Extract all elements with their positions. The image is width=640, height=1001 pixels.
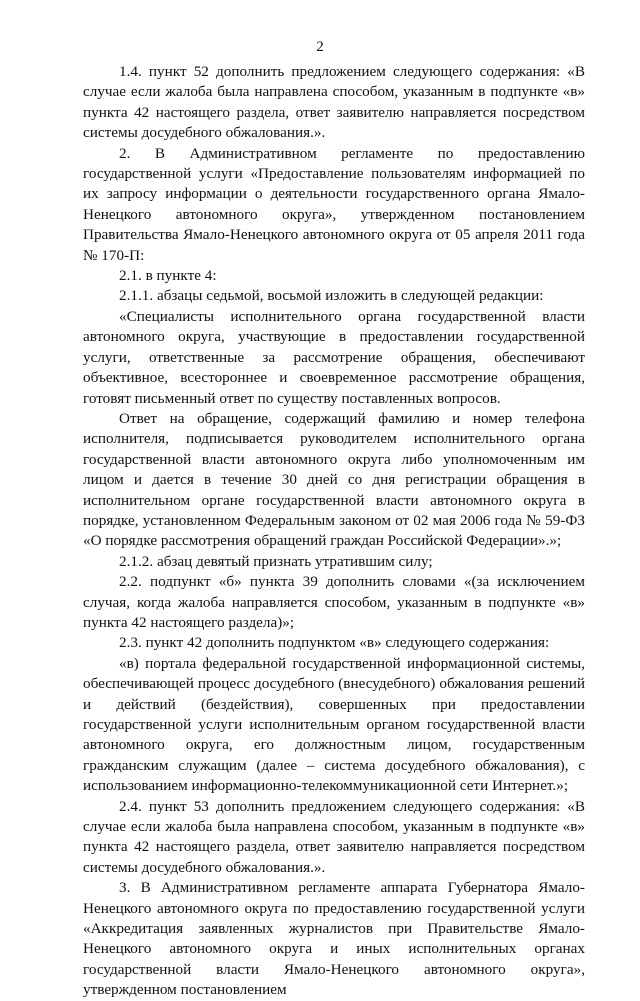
paragraph-2-1-1: 2.1.1. абзацы седьмой, восьмой изложить в следующей редакции: bbox=[119, 287, 544, 305]
page-number: 2 bbox=[316, 39, 324, 55]
paragraph-2-1-2: 2.1.2. абзац девятый признать утратившим силу; bbox=[119, 552, 433, 570]
paragraph-2-4: 2.4. пункт 53 дополнить предложением следующего содержания: «В случае если жалоба была направлена способом, указанным в подпункте «в» пункта 42 настоящего раздела, ответ заявителю направляется посредством системы досудебного обжалования.». bbox=[83, 797, 585, 876]
paragraph-1-4: 1.4. пункт 52 дополнить предложением следующего содержания: «В случае если жалоба была направлена способом, указанным в подпункте «в» пункта 42 настоящего раздела, ответ заявителю направляется посредством системы досудебного обжалования.». bbox=[83, 63, 585, 142]
paragraph-3: 3. В Административном регламенте аппарата Губернатора Ямало-Ненецкого автономного округа по предоставлению государственной услуги «Аккредитация заявленных журналистов при Правительстве Ямало-Ненецкого автономного округа и иных исполнительных органах государственной власти Ямало-Ненецкого автономного округа», утвержденном постановлением bbox=[83, 879, 585, 999]
paragraph-2-3: 2.3. пункт 42 дополнить подпунктом «в» следующего содержания: bbox=[119, 634, 550, 652]
paragraph-quote-specialists: «Специалисты исполнительного органа государственной власти автономного округа, участвующие в предоставлении государственной услуги, ответственные за рассмотрение обращения, обеспечивают объективное, всестороннее и своевременное рассмотрение обращения, готовят письменный ответ по существу поставленных вопросов. bbox=[83, 307, 585, 407]
document-body bbox=[83, 62, 585, 1001]
paragraph-2-2: 2.2. подпункт «б» пункта 39 дополнить словами «(за исключением случая, когда жалоба направляется способом, указанным в подпункте «в» пункта 42 настоящего раздела)»; bbox=[83, 573, 585, 631]
paragraph-quote-answer: Ответ на обращение, содержащий фамилию и номер телефона исполнителя, подписывается руководителем исполнительного органа государственной власти автономного округа либо уполномоченным им лицом и дается в течение 30 дней со дня регистрации обращения в исполнительном органе государственной власти автономного округа в порядке, установленном Федеральным законом от 02 мая 2006 года № 59-ФЗ «О порядке рассмотрения обращений граждан Российской Федерации».»; bbox=[83, 409, 585, 550]
paragraph-quote-portal: «в) портала федеральной государственной информационной системы, обеспечивающей процесс досудебного (внесудебного) обжалования решений и действий (бездействия), совершенных при предоставлении государственной услуги исполнительным органом государственной власти автономного округа, его должностным лицом, государственным гражданским служащим (далее – система досудебного обжалования), с использованием информационно-телекоммуникационной сети Интернет.»; bbox=[83, 654, 585, 795]
paragraph-2: 2. В Административном регламенте по предоставлению государственной услуги «Предоставление пользователям информацией по их запросу информации о деятельности государственного органа Ямало-Ненецкого автономного округа», утвержденном постановлением Правительства Ямало-Ненецкого автономного округа от 05 апреля 2011 года № 170-П: bbox=[83, 144, 585, 264]
paragraph-2-1: 2.1. в пункте 4: bbox=[119, 267, 217, 285]
